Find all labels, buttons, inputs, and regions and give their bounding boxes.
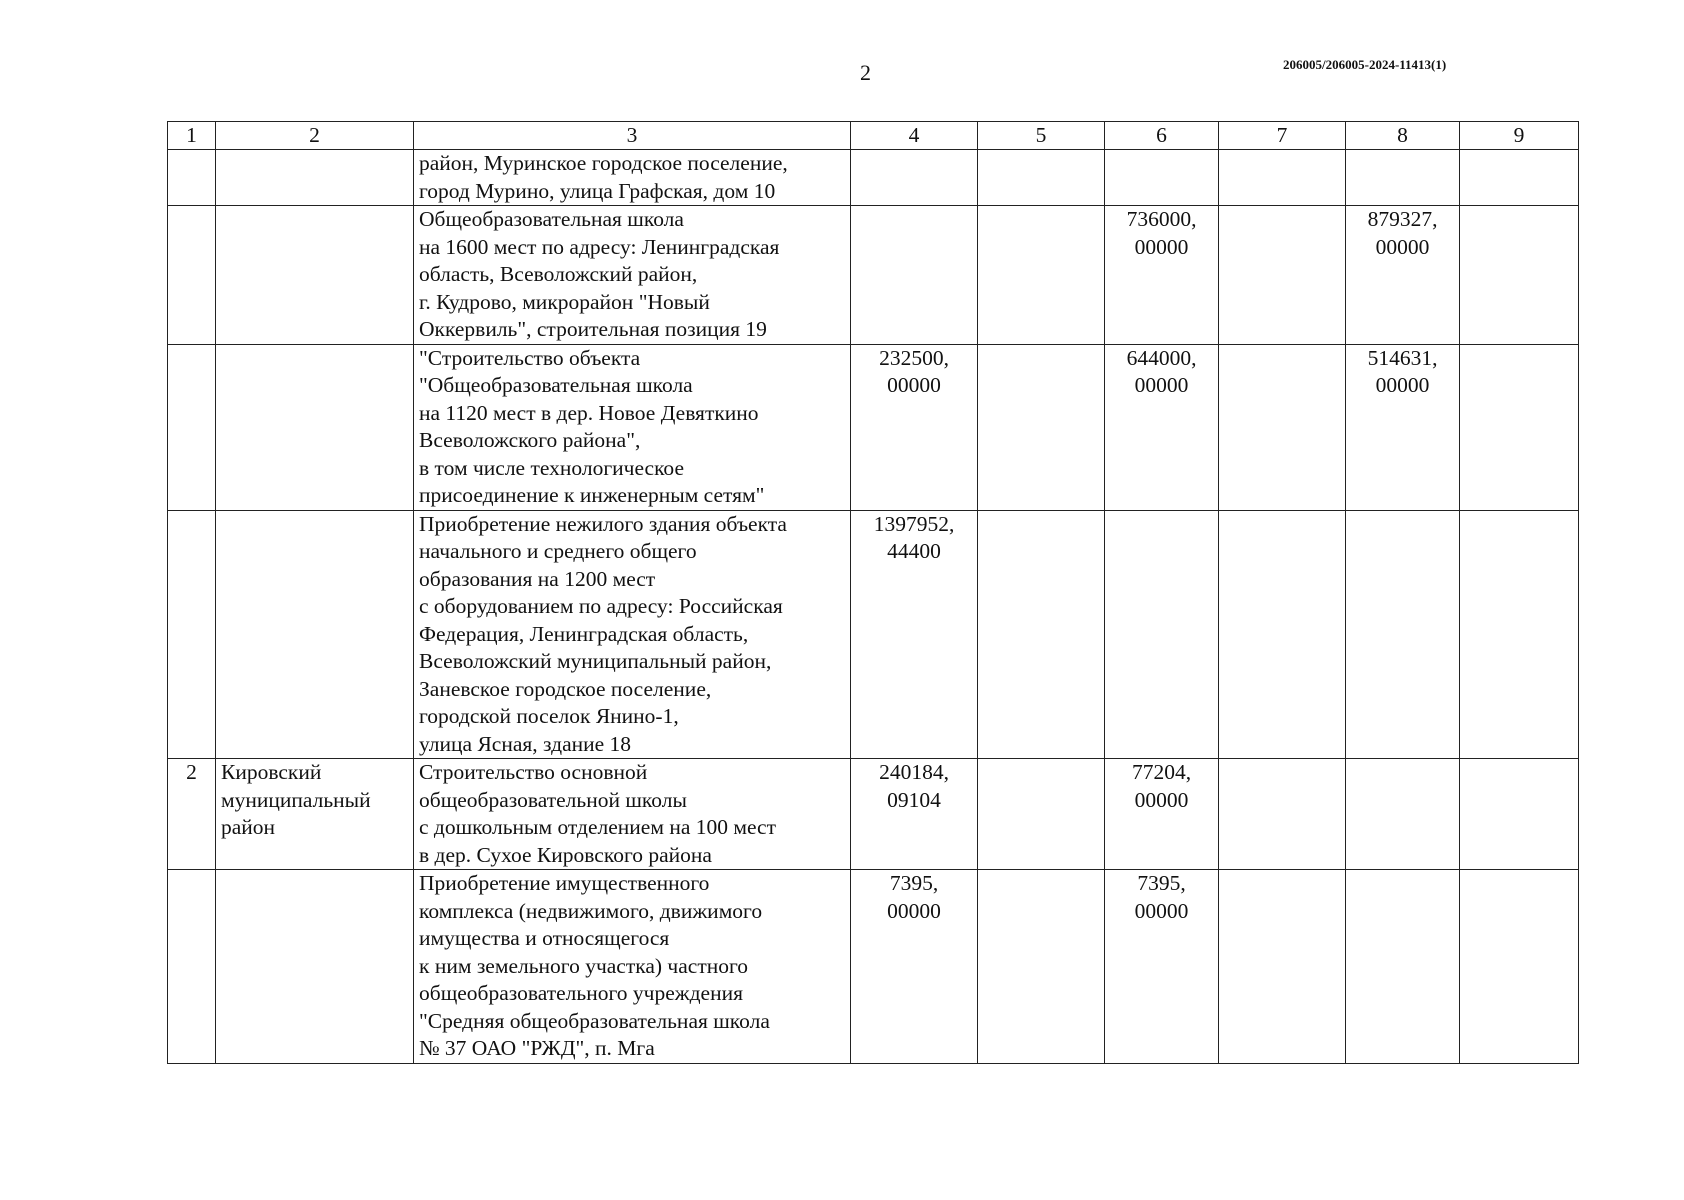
cell-line: начального и среднего общего xyxy=(419,539,697,563)
cell-line: в дер. Сухое Кировского района xyxy=(419,842,712,867)
table-cell-col-2 xyxy=(216,870,414,1064)
cell-line: район, Муринское городское поселение, xyxy=(419,151,788,175)
table-cell-col-4 xyxy=(851,206,978,345)
table-cell-col-9 xyxy=(1460,510,1579,759)
cell-line: общеобразовательного учреждения xyxy=(419,981,743,1005)
table-cell-col-6 xyxy=(1105,150,1219,206)
column-header: 9 xyxy=(1460,122,1579,150)
cell-line: на 1600 мест по адресу: Ленинградская xyxy=(419,234,780,259)
table-cell-col-3 xyxy=(414,870,851,1064)
cell-line: в том числе технологическое xyxy=(419,455,684,480)
column-header: 6 xyxy=(1105,122,1219,150)
cell-line: Приобретение имущественного xyxy=(419,871,710,895)
table-cell-col-5 xyxy=(978,510,1105,759)
cell-line: 00000 xyxy=(1134,373,1189,397)
cell-line: Приобретение нежилого здания объекта xyxy=(419,511,787,536)
cell-line: 514631, xyxy=(1367,345,1438,370)
cell-line: 736000, xyxy=(1126,207,1197,231)
cell-line: к ним земельного участка) частного xyxy=(419,953,749,978)
table-cell-col-2 xyxy=(216,206,414,345)
cell-line: на 1120 мест в дер. Новое Девяткино xyxy=(419,400,759,425)
table-cell-col-9 xyxy=(1460,870,1579,1064)
column-header: 2 xyxy=(216,122,414,150)
table-cell-col-3 xyxy=(414,344,851,510)
cell-line: 00000 xyxy=(887,898,941,923)
page-number: 2 xyxy=(860,60,871,85)
column-header: 8 xyxy=(1346,122,1460,150)
table-cell-col-4 xyxy=(851,150,978,206)
cell-line: городской поселок Янино-1, xyxy=(419,704,679,728)
table-cell-col-8 xyxy=(1346,344,1460,510)
table-cell-col-8 xyxy=(1346,150,1460,206)
table-cell-col-2 xyxy=(216,150,414,206)
table-cell-col-1: 2 xyxy=(168,759,216,870)
table-cell-col-1 xyxy=(168,510,216,759)
cell-line: № 37 ОАО "РЖД", п. Мга xyxy=(419,1036,655,1060)
cell-line: с оборудованием по адресу: Российская xyxy=(419,594,783,618)
cell-line: имущества и относящегося xyxy=(419,926,670,950)
cell-line: Всеволожский муниципальный район, xyxy=(419,649,772,673)
cell-line: с дошкольным отделением на 100 мест xyxy=(419,815,776,839)
column-header: 1 xyxy=(168,122,216,150)
table-cell-col-7 xyxy=(1219,344,1346,510)
table-cell-col-6 xyxy=(1105,870,1219,1064)
table-cell-col-7 xyxy=(1219,510,1346,759)
table-cell-col-2 xyxy=(216,759,414,870)
cell-line: 00000 xyxy=(1134,898,1189,923)
cell-line: общеобразовательной школы xyxy=(419,787,687,812)
table-cell-col-3 xyxy=(414,150,851,206)
table-cell-col-7 xyxy=(1219,206,1346,345)
table-cell-col-1 xyxy=(168,206,216,345)
allocation-table xyxy=(167,121,1579,1064)
table-cell-col-4 xyxy=(851,870,978,1064)
column-header: 5 xyxy=(978,122,1105,150)
table-row xyxy=(168,344,1579,510)
document-id: 206005/206005-2024-11413(1) xyxy=(1283,57,1447,72)
table-cell-col-2 xyxy=(216,510,414,759)
cell-line: 77204, xyxy=(1131,760,1192,784)
cell-line: Оккервиль", строительная позиция 19 xyxy=(419,317,767,341)
table-cell-col-7 xyxy=(1219,870,1346,1064)
cell-line: Федерация, Ленинградская область, xyxy=(419,621,749,646)
table-cell-col-5 xyxy=(978,870,1105,1064)
table-cell-col-6 xyxy=(1105,206,1219,345)
table-row xyxy=(168,870,1579,1064)
table-row xyxy=(168,759,1579,870)
table-cell-col-9 xyxy=(1460,150,1579,206)
cell-line: 00000 xyxy=(887,373,941,397)
table-cell-col-5 xyxy=(978,344,1105,510)
column-header: 4 xyxy=(851,122,978,150)
table-cell-col-6 xyxy=(1105,759,1219,870)
table-cell-col-5 xyxy=(978,150,1105,206)
table-cell-col-1 xyxy=(168,344,216,510)
cell-line: "Общеобразовательная школа xyxy=(419,373,693,397)
table-row xyxy=(168,510,1579,759)
cell-line: 644000, xyxy=(1126,345,1197,370)
cell-line: 09104 xyxy=(887,787,941,812)
table-cell-col-8 xyxy=(1346,206,1460,345)
cell-line: 00000 xyxy=(1134,787,1189,812)
table-header-row xyxy=(168,122,1579,150)
table-cell-col-5 xyxy=(978,759,1105,870)
table-cell-col-3 xyxy=(414,510,851,759)
table-cell-col-9 xyxy=(1460,206,1579,345)
table-cell-col-1 xyxy=(168,870,216,1064)
table-cell-col-7 xyxy=(1219,759,1346,870)
cell-line: Всеволожского района", xyxy=(419,428,641,452)
table-cell-col-4 xyxy=(851,759,978,870)
cell-line: Общеобразовательная школа xyxy=(419,207,684,231)
table-cell-col-5 xyxy=(978,206,1105,345)
cell-line: 00000 xyxy=(1134,234,1189,259)
cell-line: 7395, xyxy=(1137,871,1186,895)
cell-line: "Строительство объекта xyxy=(419,345,641,370)
cell-line: 44400 xyxy=(887,539,941,563)
cell-line: присоединение к инженерным сетям" xyxy=(419,483,765,507)
cell-line: улица Ясная, здание 18 xyxy=(419,731,632,756)
cell-line: "Средняя общеобразовательная школа xyxy=(419,1008,770,1033)
table-cell-col-9 xyxy=(1460,344,1579,510)
cell-line: 1397952, xyxy=(873,511,955,536)
cell-line: Строительство основной xyxy=(419,760,648,784)
table-cell-col-4 xyxy=(851,344,978,510)
cell-line: образования на 1200 мест xyxy=(419,566,656,591)
table-cell-col-8 xyxy=(1346,870,1460,1064)
table-cell-col-3 xyxy=(414,759,851,870)
table-cell-col-7 xyxy=(1219,150,1346,206)
table-cell-col-6 xyxy=(1105,510,1219,759)
table-cell-col-8 xyxy=(1346,759,1460,870)
table-cell-col-3 xyxy=(414,206,851,345)
cell-line: г. Кудрово, микрорайон "Новый xyxy=(419,289,710,314)
table-row xyxy=(168,150,1579,206)
table-cell-col-1 xyxy=(168,150,216,206)
cell-line: 7395, xyxy=(889,871,939,895)
table-cell-col-2 xyxy=(216,344,414,510)
cell-line: 240184, xyxy=(879,760,949,784)
cell-line: область, Всеволожский район, xyxy=(419,262,698,286)
table-cell-col-8 xyxy=(1346,510,1460,759)
cell-line: Заневское городское поселение, xyxy=(419,676,712,701)
cell-line: 879327, xyxy=(1367,207,1438,231)
cell-line: 00000 xyxy=(1375,373,1430,397)
column-header: 7 xyxy=(1219,122,1346,150)
table-row xyxy=(168,206,1579,345)
column-header: 3 xyxy=(414,122,851,150)
cell-line: муниципальный xyxy=(221,787,371,812)
cell-line: 232500, xyxy=(879,345,949,370)
cell-line: Кировский xyxy=(221,760,322,784)
cell-line: комплекса (недвижимого, движимого xyxy=(419,898,763,923)
cell-line: район xyxy=(221,815,276,839)
cell-line: город Мурино, улица Графская, дом 10 xyxy=(419,178,776,203)
table-cell-col-9 xyxy=(1460,759,1579,870)
table-cell-col-4 xyxy=(851,510,978,759)
table-cell-col-6 xyxy=(1105,344,1219,510)
cell-line: 00000 xyxy=(1375,234,1430,259)
